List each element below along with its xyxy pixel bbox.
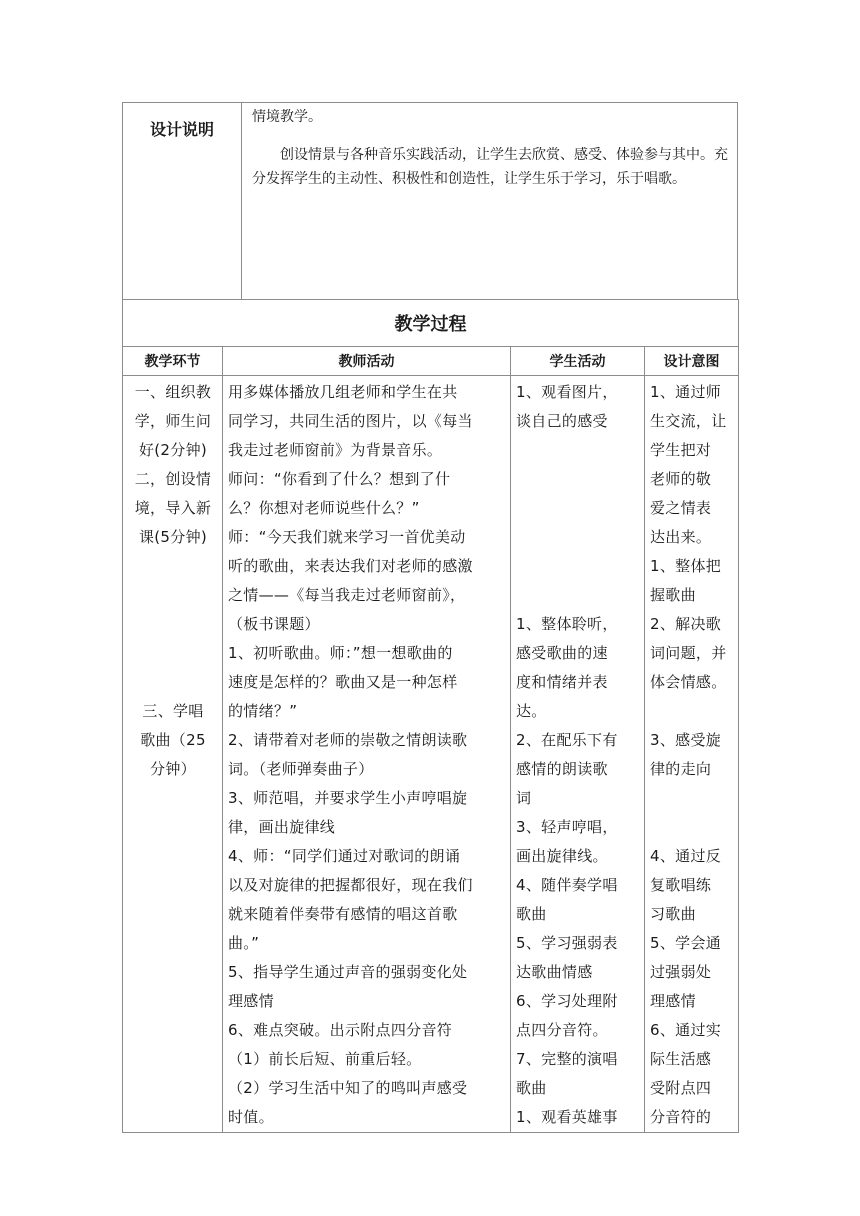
process-table [122,299,739,1133]
stage-line: 分钟） [150,760,196,778]
teacher-line: 3、师范唱，并要求学生小声哼唱旋 [228,789,468,807]
teacher-line: 2、请带着对老师的崇敬之情朗读歌 [228,731,468,749]
design-intent-cell [645,376,739,1133]
student-line: 点四分音符。 [516,1021,608,1039]
student-line [516,523,640,552]
intent-line: 习歌曲 [650,905,696,923]
intent-line: 词问题，并 [650,644,727,662]
stage-line: 三、学唱 [142,702,204,720]
intent-line: 6、通过实 [650,1021,722,1039]
intent-line [650,784,734,813]
stage-cell [123,376,223,1133]
student-line: 达歌曲情感 [516,963,593,981]
teacher-line: 词。（老师弹奏曲子） [228,760,374,778]
intent-line: 律的走向 [650,760,712,778]
intent-line [650,697,734,726]
teacher-line: 1、初听歌曲。师：”想一想歌曲的 [228,644,453,662]
stage-line: 一、组织教 [134,383,212,401]
teacher-line: 听的歌曲，来表达我们对老师的感激 [228,557,473,575]
intent-line: 1、通过师 [650,383,722,401]
student-line: 6、学习处理附 [516,992,618,1010]
intent-line: 学生把对 [650,441,712,459]
teacher-line: 师：“今天我们就来学习一首优美动 [228,528,466,546]
teacher-line: 之情——《每当我走过老师窗前》， [228,586,466,604]
teacher-line: 同学习，共同生活的图片，以《每当 [228,412,473,430]
teacher-line: 理感情 [228,992,274,1010]
stage-line: 课(5分钟) [138,528,208,546]
teacher-line: 师问：“你看到了什么？想到了什 [228,470,451,488]
design-line-1: 情境教学。 [252,109,322,125]
student-line: 3、轻声哼唱， [516,818,618,836]
design-table [122,102,738,300]
header-student: 学生活动 [511,347,645,376]
student-activity-cell [511,376,645,1133]
teacher-line: （1）前长后短、前重后轻。 [228,1050,422,1068]
student-line: 画出旋律线。 [516,847,608,865]
intent-line: 生交流，让 [650,412,727,430]
intent-line: 握歌曲 [650,586,696,604]
process-title: 教学过程 [123,300,739,347]
student-line: 感受歌曲的速 [516,644,608,662]
teacher-line: 4、师：“同学们通过对歌词的朗诵 [228,847,461,865]
stage-line: 学，师生问 [134,412,212,430]
intent-line: 1、整体把 [650,557,722,575]
intent-line: 5、学会通 [650,934,722,952]
header-teacher: 教师活动 [223,347,511,376]
student-line: 感情的朗读歌 [516,760,608,778]
teacher-line: 5、指导学生通过声音的强弱变化处 [228,963,468,981]
intent-line: 分音符的 [650,1108,712,1126]
intent-line: 复歌唱练 [650,876,712,894]
teacher-line: 速度是怎样的？歌曲又是一种怎样 [228,673,458,691]
lesson-plan-sheet [122,102,738,1133]
header-intent: 设计意图 [645,347,739,376]
student-line: 达。 [516,702,547,720]
intent-line: 4、通过反 [650,847,722,865]
teacher-line: 曲。” [228,934,260,952]
teacher-line: （板书课题） [228,615,320,633]
student-line: 5、学习强弱表 [516,934,618,952]
intent-line: 3、感受旋 [650,731,722,749]
teacher-line: 用多媒体播放几组老师和学生在共 [228,383,458,401]
student-line [516,581,640,610]
teacher-line: 6、难点突破。出示附点四分音符 [228,1021,453,1039]
student-line: 歌曲 [516,1079,547,1097]
teacher-line: 律，画出旋律线 [228,818,336,836]
stage-line: 境，导入新 [134,499,212,517]
teacher-line: 我走过老师窗前》为背景音乐。 [228,441,443,459]
teacher-line: 就来随着伴奏带有感情的唱这首歌 [228,905,458,923]
student-line: 1、观看图片， [516,383,618,401]
student-line: 7、完整的演唱 [516,1050,618,1068]
teacher-line: （2）学习生活中知了的鸣叫声感受 [228,1079,468,1097]
intent-line: 理感情 [650,992,696,1010]
intent-line: 体会情感。 [650,673,727,691]
student-line [516,494,640,523]
design-paragraph: 创设情景与各种音乐实践活动，让学生去欣赏、感受、体验参与其中。充分发挥学生的主动性、积极性和创造性，让学生乐于学习，乐于唱歌。 [252,147,728,187]
design-description [242,103,738,300]
design-label: 设计说明 [123,103,242,300]
student-line: 歌曲 [516,905,547,923]
teacher-line: 时值。 [228,1108,274,1126]
student-line: 2、在配乐下有 [516,731,618,749]
teacher-activity-cell [223,376,511,1133]
teacher-line: 以及对旋律的把握都很好，现在我们 [228,876,473,894]
student-line: 度和情绪并表 [516,673,608,691]
intent-line: 2、解决歌 [650,615,722,633]
student-line: 1、观看英雄事 [516,1108,618,1126]
teacher-line: 么？你想对老师说些什么？” [228,499,420,517]
student-line: 谈自己的感受 [516,412,608,430]
intent-line: 达出来。 [650,528,712,546]
student-line: 4、随伴奏学唱 [516,876,618,894]
intent-line: 老师的敬 [650,470,712,488]
stage-line: 二，创设情 [134,470,212,488]
student-line [516,436,640,465]
student-line: 1、整体聆听， [516,615,618,633]
intent-line: 受附点四 [650,1079,712,1097]
intent-line [650,813,734,842]
stage-line: 歌曲（25 [140,731,206,749]
stage-line: 好(2分钟) [138,441,208,459]
intent-line: 过强弱处 [650,963,712,981]
intent-line: 际生活感 [650,1050,712,1068]
intent-line: 爱之情表 [650,499,712,517]
student-line [516,465,640,494]
student-line: 词 [516,789,532,807]
student-line [516,552,640,581]
teacher-line: 的情绪？” [228,702,298,720]
stage-spacer [128,552,218,697]
header-stage: 教学环节 [123,347,223,376]
